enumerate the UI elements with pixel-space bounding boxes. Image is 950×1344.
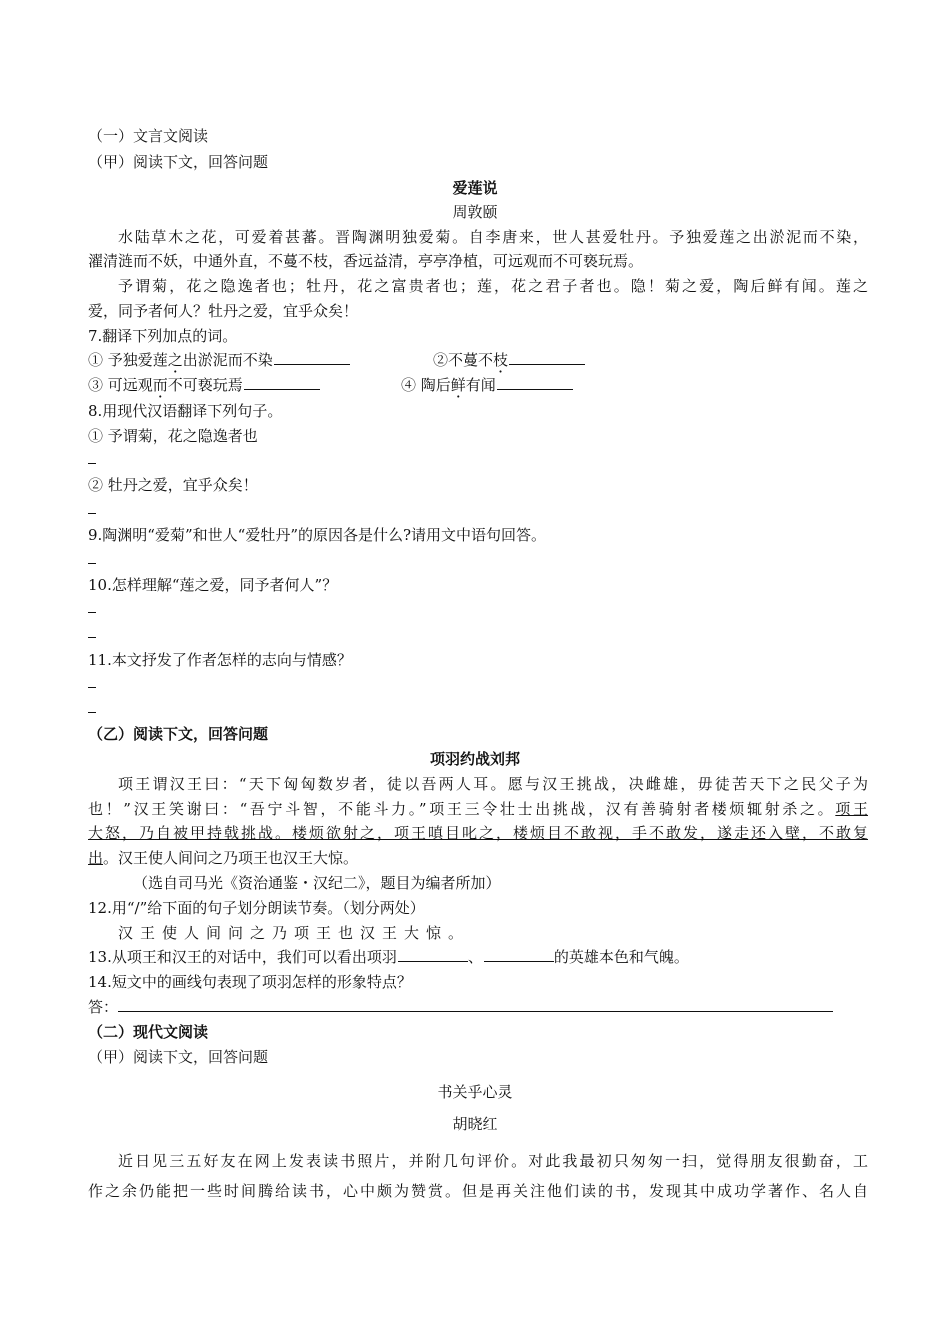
question-9: 9.陶渊明“爱菊”和世人“爱牡丹”的原因各是什么?请用文中语句回答。 bbox=[88, 526, 547, 544]
answer-blank[interactable] bbox=[509, 350, 585, 365]
part-a-instruction: （甲）阅读下文，回答问题 bbox=[88, 1048, 269, 1066]
q7-item-1: ① 予独爱莲之出淤泥而不染 bbox=[88, 349, 350, 371]
passage-line: 项王谓汉王曰：“天下匈匈数岁者，徒以吾两人耳。愿与汉王挑战，决雌雄，毋徒苦天下之民父子为 bbox=[118, 775, 868, 793]
passage-title: 项羽约战刘邦 bbox=[429, 750, 520, 768]
q7-item-3: ③ 可远观而不可亵玩焉 bbox=[88, 374, 320, 396]
section-heading-modern: （二）现代文阅读 bbox=[88, 1023, 209, 1041]
answer-blank[interactable] bbox=[497, 375, 573, 390]
part-a-instruction: （甲）阅读下文，回答问题 bbox=[88, 153, 269, 171]
answer-blank[interactable] bbox=[398, 947, 468, 962]
passage-source: （选自司马光《资治通鉴・汉纪二》，题目为编者所加） bbox=[133, 874, 501, 892]
section-heading-classical: （一）文言文阅读 bbox=[88, 127, 209, 145]
q8-item-2: ② 牡丹之爱，宜乎众矣！ bbox=[88, 476, 258, 494]
passage-line: 出。汉王使人间问之乃项王也汉王大惊。 bbox=[88, 849, 359, 867]
passage-line: 予谓菊，花之隐逸者也；牡丹，花之富贵者也；莲，花之君子者也。隐！菊之爱，陶后鲜有闻。莲之 bbox=[118, 277, 868, 295]
answer-line[interactable] bbox=[118, 997, 833, 1012]
answer-line[interactable] bbox=[88, 637, 96, 638]
underlined-sentence: 大怒，乃自被甲持戟挑战。楼烦欲射之，项王嗔目叱之，楼烦目不敢视，手不敢发，遂走还入壁，不敢复 bbox=[88, 824, 868, 842]
underlined-sentence: 项王 bbox=[835, 800, 868, 818]
question-10: 10.怎样理解“莲之爱，同予者何人”？ bbox=[88, 576, 338, 594]
answer-blank[interactable] bbox=[274, 350, 350, 365]
underlined-sentence: 出 bbox=[88, 849, 104, 867]
question-14: 14.短文中的画线句表现了项羽怎样的形象特点？ bbox=[88, 973, 412, 991]
passage-author: 胡晓红 bbox=[452, 1115, 498, 1133]
passage-line: 爱，同予者何人？牡丹之爱，宜乎众矣！ bbox=[88, 302, 359, 320]
q8-item-1: ① 予谓菊，花之隐逸者也 bbox=[88, 427, 258, 445]
answer-line[interactable] bbox=[88, 463, 96, 464]
answer-line[interactable] bbox=[88, 687, 96, 688]
passage-title: 爱莲说 bbox=[452, 179, 498, 197]
question-11: 11.本文抒发了作者怎样的志向与情感？ bbox=[88, 651, 352, 669]
passage-line: 水陆草木之花，可爱着甚蕃。晋陶渊明独爱菊。自李唐来，世人甚爱牡丹。予独爱莲之出淤泥而不染， bbox=[118, 228, 868, 246]
answer-line[interactable] bbox=[88, 712, 96, 713]
q12-sentence: 汉王使人间问之乃项王也汉王大惊。 bbox=[118, 924, 471, 942]
q7-item-2: ②不蔓不枝 bbox=[433, 349, 585, 371]
part-b-instruction: （乙）阅读下文，回答问题 bbox=[88, 725, 269, 743]
passage-title: 书关乎心灵 bbox=[437, 1083, 513, 1101]
passage-author: 周敦颐 bbox=[452, 203, 498, 221]
answer-row: 答： bbox=[88, 996, 833, 1018]
answer-line[interactable] bbox=[88, 563, 96, 564]
answer-blank[interactable] bbox=[484, 947, 554, 962]
passage-line: 近日见三五好友在网上发表读书照片，并附几句评价。对此我最初只匆匆一扫，觉得朋友很勤奋，工 bbox=[118, 1152, 868, 1170]
q7-item-4: ④ 陶后鲜有闻 bbox=[401, 374, 573, 396]
passage-line: 濯清涟而不妖，中通外直，不蔓不枝，香远益清，亭亭净植，可远观而不可亵玩焉。 bbox=[88, 252, 644, 270]
question-13: 13.从项王和汉王的对话中，我们可以看出项羽 、 的英雄本色和气魄。 bbox=[88, 948, 689, 966]
passage-line: 作之余仍能把一些时间腾给读书，心中颇为赞赏。但是再关注他们读的书，发现其中成功学著作、名人自 bbox=[88, 1182, 868, 1200]
answer-line[interactable] bbox=[88, 513, 96, 514]
question-7: 7.翻译下列加点的词。 bbox=[88, 327, 238, 345]
question-8: 8.用现代汉语翻译下列句子。 bbox=[88, 402, 283, 420]
question-12: 12.用“/”给下面的句子划分朗读节奏。（划分两处） bbox=[88, 899, 425, 917]
answer-blank[interactable] bbox=[244, 375, 320, 390]
passage-line: 也！”汉王笑谢曰：“吾宁斗智，不能斗力。”项王三令壮士出挑战，汉有善骑射者楼烦辄射杀之。项王 bbox=[88, 800, 868, 818]
answer-line[interactable] bbox=[88, 612, 96, 613]
